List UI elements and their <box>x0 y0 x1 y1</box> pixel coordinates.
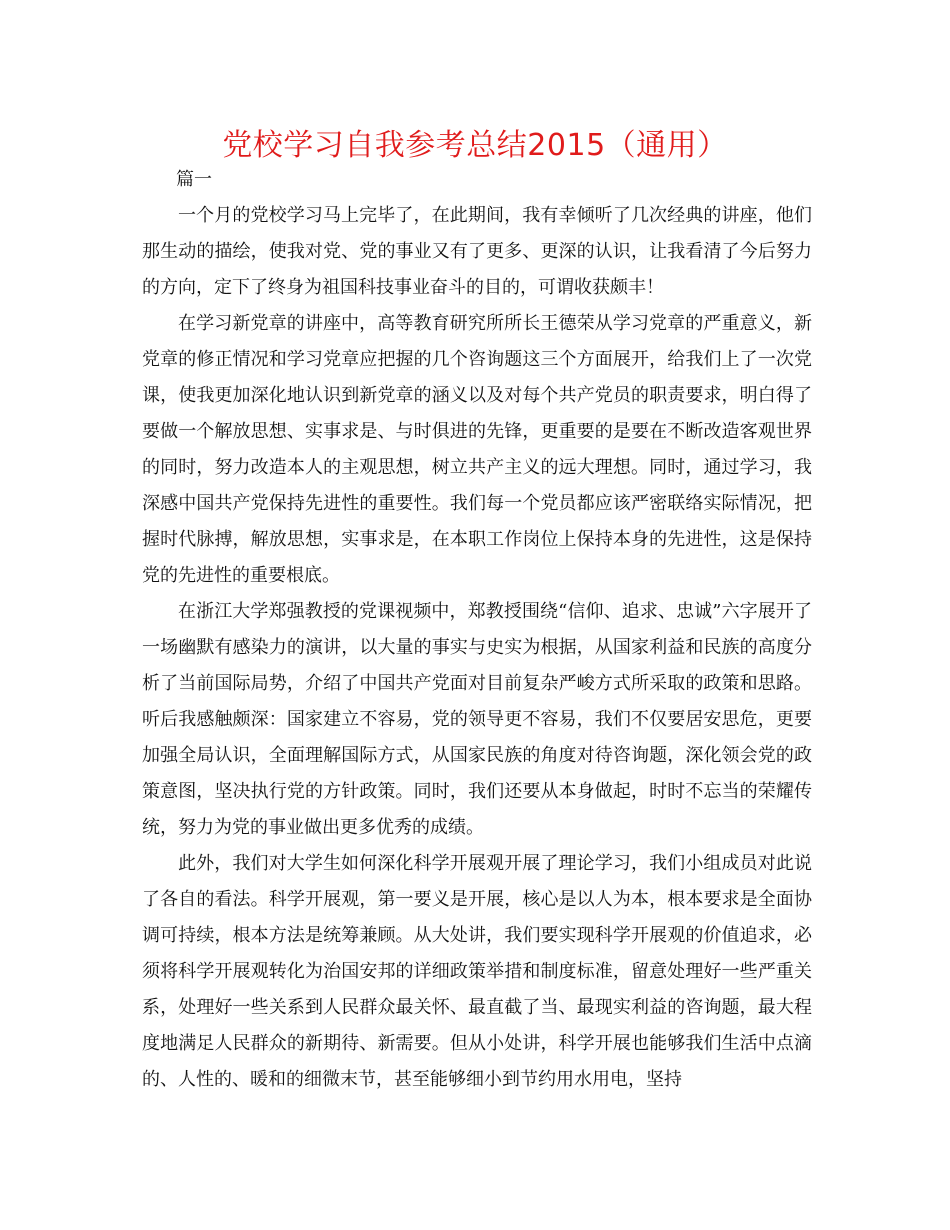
section-label: 篇一 <box>176 169 212 190</box>
paragraph-4: 此外，我们对大学生如何深化科学开展观开展了理论学习，我们小组成员对此说了各自的看法。科学开展观，第一要义是开展，核心是以人为本，根本要求是全面协调可持续，根本方法是统筹兼顾。从大处讲，我们要实现科学开展观的价值追求，必须将科学开展观转化为治国安邦的详细政策举措和制度标准，留意处理好一些严重关系，处理好一些关系到人民群众最关怀、最直截了当、最现实利益的咨询题，最大程度地满足人民群众的新期待、新需要。但从小处讲，科学开展也能够我们生活中点滴的、人性的、暖和的细微末节，甚至能够细小到节约用水用电，坚持 <box>142 853 812 1090</box>
paragraph-2: 在学习新党章的讲座中，高等教育研究所所长王德荣从学习党章的严重意义，新党章的修正情况和学习党章应把握的几个咨询题这三个方面展开，给我们上了一次党课，使我更加深化地认识到新党章的涵义以及对每个共产党员的职责要求，明白得了要做一个解放思想、实事求是、与时俱进的先锋，更重要的是要在不断改造客观世界的同时，努力改造本人的主观思想，树立共产主义的远大理想。同时，通过学习，我深感中国共产党保持先进性的重要性。我们每一个党员都应该严密联络实际情况，把握时代脉搏，解放思想，实事求是，在本职工作岗位上保持本身的先进性，这是保持党的先进性的重要根底。 <box>142 313 812 586</box>
document-body <box>142 168 812 1098</box>
page-title: 党校学习自我参考总结2015（通用） <box>222 128 728 163</box>
paragraph-1: 一个月的党校学习马上完毕了，在此期间，我有幸倾听了几次经典的讲座，他们那生动的描绘，使我对党、党的事业又有了更多、更深的认识，让我看清了今后努力的方向，定下了终身为祖国科技事业奋斗的目的，可谓收获颇丰！ <box>142 205 812 298</box>
paragraph-3: 在浙江大学郑强教授的党课视频中，郑教授围绕“信仰、追求、忠诚”六字展开了一场幽默有感染力的演讲，以大量的事实与史实为根据，从国家利益和民族的高度分析了当前国际局势，介绍了中国共产党面对目前复杂严峻方式所采取的政策和思路。听后我感触颇深：国家建立不容易，党的领导更不容易，我们不仅要居安思危，更要加强全局认识，全面理解国际方式，从国家民族的角度对待咨询题，深化领会党的政策意图，坚决执行党的方针政策。同时，我们还要从本身做起，时时不忘当的荣耀传统，努力为党的事业做出更多优秀的成绩。 <box>142 601 812 838</box>
